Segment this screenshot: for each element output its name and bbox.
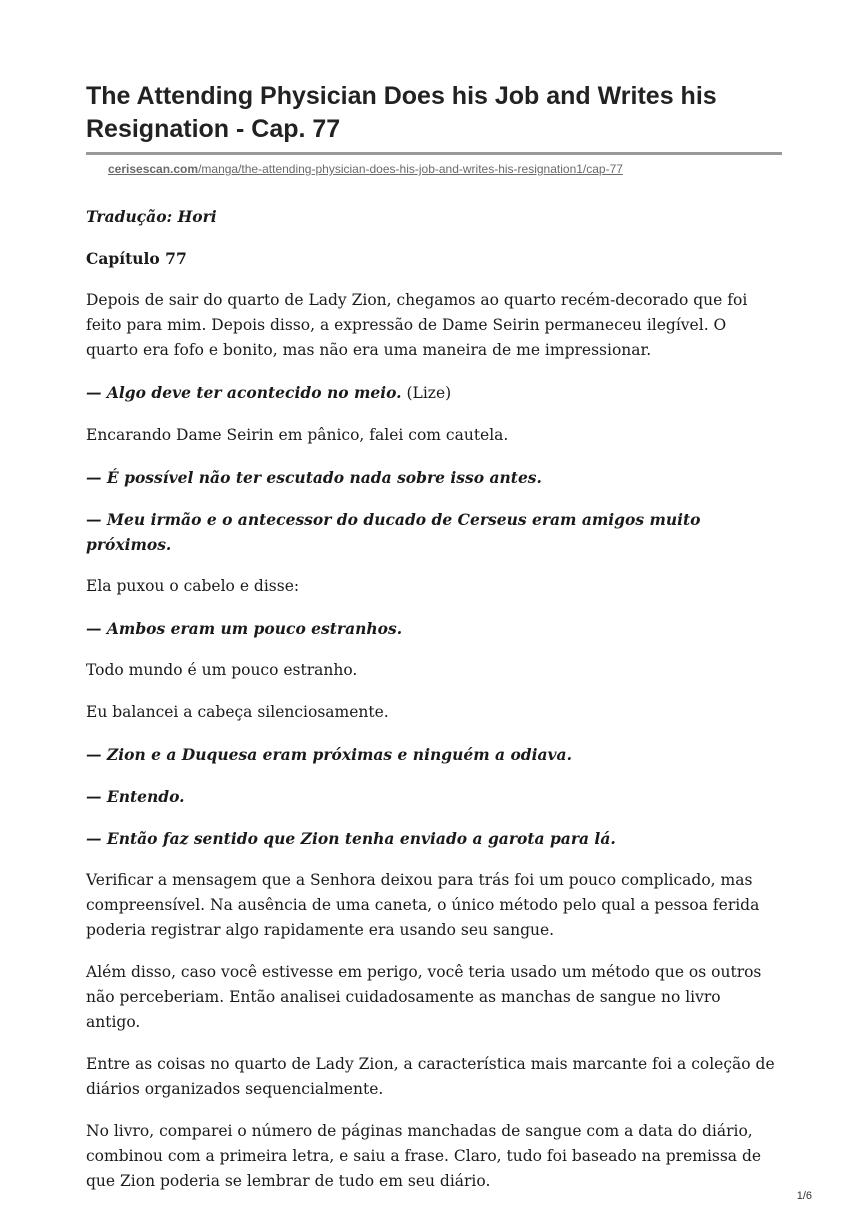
paragraph: Encarando Dame Seirin em pânico, falei com cautela. — [86, 426, 509, 444]
paragraph: Entre as coisas no quarto de Lady Zion, a característica mais marcante foi a coleção de diários organizados sequencialmente. — [86, 1055, 775, 1098]
dialogue-line: — É possível não ter escutado nada sobre isso antes. — [86, 468, 542, 487]
dialogue-line: — Zion e a Duquesa eram próximas e ninguém a odiava. — [86, 745, 572, 764]
paragraph: No livro, comparei o número de páginas manchadas de sangue com a data do diário, combinou com a primeira letra, e saiu a frase. Claro, tudo foi baseado na premissa de que Zion poderia se lembrar de tudo em seu diário. — [86, 1122, 762, 1190]
url-path[interactable]: /manga/the-attending-physician-does-his-job-and-writes-his-resignation1/cap-77 — [198, 162, 623, 176]
dialogue-line: — Ambos eram um pouco estranhos. — [86, 619, 403, 638]
paragraph: Eu balancei a cabeça silenciosamente. — [86, 703, 389, 721]
paragraph: Ela puxou o cabelo e disse: — [86, 577, 300, 595]
paragraph: Verificar a mensagem que a Senhora deixou para trás foi um pouco complicado, mas compreensível. Na ausência de uma caneta, o único método pelo qual a pessoa ferida poderia registrar algo rapidamente era usando seu sangue. — [86, 871, 760, 939]
url-domain[interactable]: cerisescan.com — [108, 162, 199, 176]
source-url-link[interactable] — [108, 161, 788, 177]
dialogue-line: — Entendo. — [86, 787, 185, 806]
dialogue-line: — Meu irmão e o antecessor do ducado de Cerseus eram amigos muito próximos. — [86, 510, 701, 554]
translation-credit: Tradução: Hori — [86, 207, 217, 226]
chapter-heading: Capítulo 77 — [86, 249, 187, 268]
page-title: The Attending Physician Does his Job and Writes his Resignation - Cap. 77 — [86, 82, 717, 143]
paragraph: Todo mundo é um pouco estranho. — [86, 661, 358, 679]
page-number: 1/6 — [796, 1190, 812, 1202]
speaker-tag: (Lize) — [401, 384, 452, 402]
title-divider — [86, 152, 782, 155]
paragraph: Depois de sair do quarto de Lady Zion, chegamos ao quarto recém-decorado que foi feito para mim. Depois disso, a expressão de Dame Seirin permaneceu ilegível. O quarto era fofo e bonito, mas não era uma maneira de me impressionar. — [86, 291, 748, 359]
dialogue-line: — Então faz sentido que Zion tenha enviado a garota para lá. — [86, 829, 616, 848]
chapter-content — [86, 204, 776, 1211]
dialogue-line — [86, 380, 776, 406]
dialogue-text: — Algo deve ter acontecido no meio. — [86, 383, 402, 402]
paragraph: Além disso, caso você estivesse em perigo, você teria usado um método que os outros não perceberiam. Então analisei cuidadosamente as manchas de sangue no livro antigo. — [86, 963, 762, 1031]
